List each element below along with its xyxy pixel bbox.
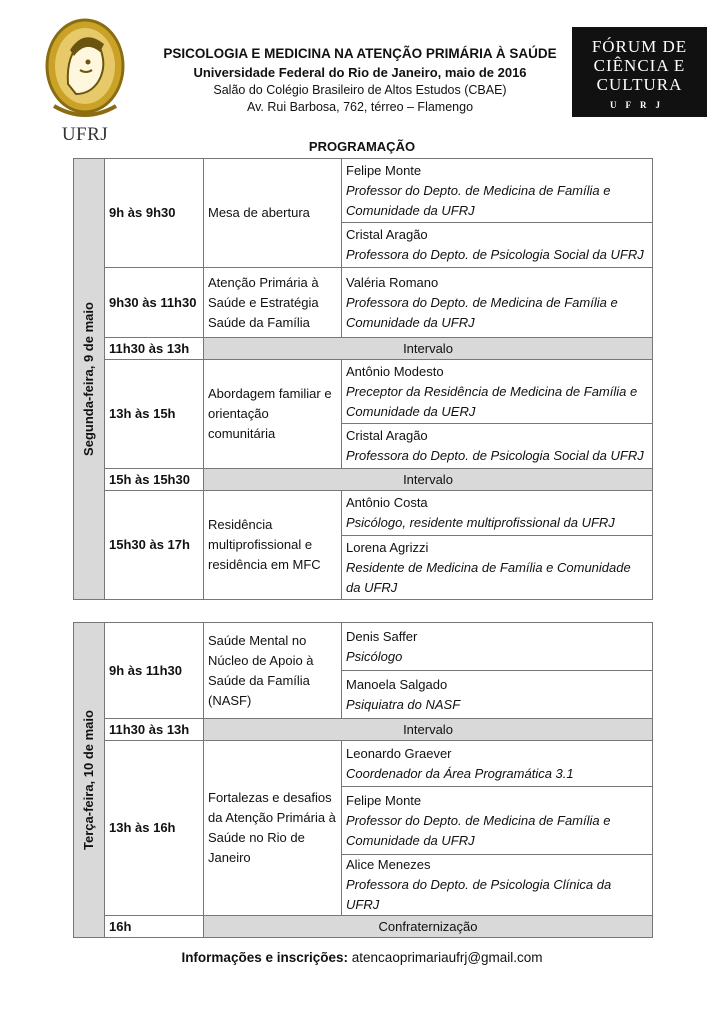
activity-cell: Atenção Primária à Saúde e Estratégia Saúde da Família [204,268,342,338]
time-cell: 16h [105,916,204,938]
event-title: PSICOLOGIA E MEDICINA NA ATENÇÃO PRIMÁRIA À SAÚDE [163,46,557,61]
day2-label-cell [74,623,105,938]
speaker-cell [342,360,653,424]
time-cell: 13h às 16h [105,741,204,916]
interval-cell: Intervalo [204,469,653,491]
speaker-cell [342,741,653,787]
speaker-cell [342,223,653,268]
day2-label: Terça-feira, 10 de maio [81,710,96,850]
activity-cell: Saúde Mental no Núcleo de Apoio à Saúde da Família (NASF) [204,623,342,719]
program-title: PROGRAMAÇÃO [308,139,416,154]
speaker-name: Cristal Aragão [346,227,428,242]
speaker-cell [342,855,653,916]
time-cell: 9h às 9h30 [105,159,204,268]
time-cell: 11h30 às 13h [105,338,204,360]
speaker-cell [342,268,653,338]
forum-logo-line3: CULTURA [596,75,683,94]
speaker-cell [342,159,653,223]
interval-cell: Intervalo [204,719,653,741]
footer-label: Informações e inscrições: [181,950,349,965]
speaker-name: Felipe Monte [346,162,422,178]
ufrj-logo-text: UFRJ [61,124,109,145]
day1-label: Segunda-feira, 9 de maio [81,302,96,456]
speaker-name: Alice Menezes [346,857,431,872]
closing-cell: Confraternização [204,916,653,938]
speaker-name: Antônio Modesto [346,363,444,379]
forum-ciencia-cultura-logo [572,27,707,117]
day1-label-cell [74,159,105,600]
speaker-name: Felipe Monte [346,792,422,808]
event-venue: Salão do Colégio Brasileiro de Altos Estudos (CBAE) [213,83,507,97]
speaker-role: Residente de Medicina de Família e Comunidade da UFRJ [346,559,631,595]
speaker-cell [342,671,653,719]
speaker-role: Coordenador da Área Programática 3.1 [346,765,574,781]
event-subtitle: Universidade Federal do Rio de Janeiro, maio de 2016 [193,65,527,80]
activity-cell: Mesa de abertura [204,159,342,268]
schedule-day2-table [73,622,653,938]
event-address: Av. Rui Barbosa, 762, térreo – Flamengo [246,100,474,114]
forum-logo-line2: CIÊNCIA E [593,56,686,75]
time-cell: 15h30 às 17h [105,491,204,600]
time-cell: 9h30 às 11h30 [105,268,204,338]
speaker-role: Professora do Depto. de Psicologia Social da UFRJ [346,448,644,463]
forum-logo-line4: UFRJ [610,100,669,110]
speaker-name: Cristal Aragão [346,428,428,443]
speaker-name: Denis Saffer [346,628,418,644]
speaker-role: Psicólogo [346,648,403,664]
speaker-cell [342,623,653,671]
activity-cell: Abordagem familiar e orientação comunitária [204,360,342,469]
forum-logo-line1: FÓRUM DE [591,37,688,56]
contact-email[interactable]: atencaoprimariaufrj@gmail.com [351,950,543,965]
minerva-crest-icon [40,14,130,124]
speaker-name: Lorena Agrizzi [346,539,429,555]
speaker-cell [342,491,653,536]
speaker-role: Professora do Depto. de Psicologia Clínica da UFRJ [346,877,612,912]
speaker-cell [342,536,653,600]
activity-cell: Residência multiprofissional e residência em MFC [204,491,342,600]
footer [0,950,724,965]
speaker-role: Professor do Depto. de Medicina de Família e Comunidade da UFRJ [346,812,611,848]
event-header [150,44,570,116]
speaker-name: Antônio Costa [346,495,428,510]
interval-cell: Intervalo [204,338,653,360]
time-cell: 11h30 às 13h [105,719,204,741]
speaker-name: Leonardo Graever [346,745,452,761]
speaker-role: Psicólogo, residente multiprofissional da UFRJ [346,515,615,530]
activity-cell: Fortalezas e desafios da Atenção Primária à Saúde no Rio de Janeiro [204,741,342,916]
speaker-role: Professora do Depto. de Psicologia Social da UFRJ [346,247,644,262]
schedule-day1-table [73,158,653,600]
ufrj-logo [40,14,130,144]
speaker-role: Professor do Depto. de Medicina de Família e Comunidade da UFRJ [346,182,611,218]
speaker-name: Valéria Romano [346,274,439,290]
time-cell: 9h às 11h30 [105,623,204,719]
speaker-role: Preceptor da Residência de Medicina de Família e Comunidade da UERJ [346,383,638,419]
time-cell: 15h às 15h30 [105,469,204,491]
speaker-cell [342,424,653,469]
speaker-role: Professora do Depto. de Medicina de Família e Comunidade da UFRJ [346,294,618,330]
time-cell: 13h às 15h [105,360,204,469]
speaker-cell [342,787,653,855]
speaker-name: Manoela Salgado [346,676,448,692]
speaker-role: Psiquiatra do NASF [346,696,461,712]
